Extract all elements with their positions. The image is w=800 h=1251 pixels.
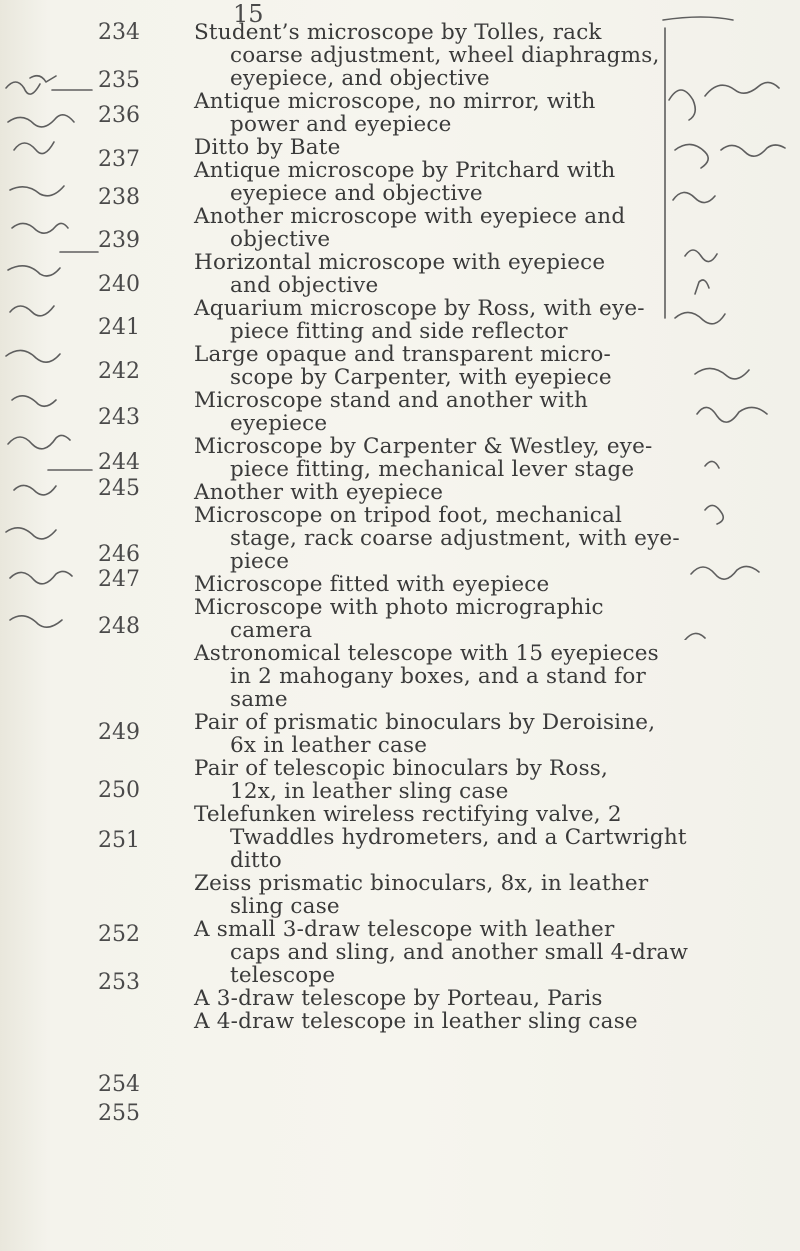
- entry-first-line: Aquarium microscope by Ross, with eye-: [194, 296, 645, 321]
- catalogue-entry: [194, 297, 644, 343]
- entry-continuation-line: and objective: [230, 273, 379, 298]
- catalogue-entry: [194, 90, 644, 136]
- catalogue-entry: [194, 481, 644, 504]
- entry-continuation-line: stage, rack coarse adjustment, with eye-: [230, 526, 680, 551]
- entry-first-line: A 4-draw telescope in leather sling case: [194, 1009, 638, 1034]
- entry-continuation-line: eyepiece: [230, 411, 328, 436]
- catalogue-entry: [194, 434, 653, 482]
- lot-number: 242: [98, 359, 140, 384]
- lot-number: 240: [98, 272, 140, 297]
- entry-continuation-line: piece: [230, 549, 290, 574]
- lot-number: 244: [98, 450, 140, 475]
- entry-first-line: Astronomical telescope with 15 eyepieces: [194, 641, 659, 666]
- entry-first-line: Microscope stand and another with: [194, 388, 588, 413]
- entry-continuation-line: in 2 mahogany boxes, and a stand for: [230, 664, 646, 689]
- catalogue-entry: [194, 205, 644, 251]
- catalogue-entry: [194, 596, 644, 642]
- catalogue-entry: [194, 917, 689, 988]
- lot-number: 253: [98, 970, 140, 995]
- lot-number: 241: [98, 315, 140, 340]
- lot-number: 238: [98, 185, 140, 210]
- catalogue-entry: [194, 641, 659, 712]
- entry-first-line: Pair of prismatic binoculars by Deroisine,: [194, 710, 656, 735]
- entry-first-line: Telefunken wireless rectifying valve, 2: [194, 802, 622, 827]
- entry-continuation-line: Twaddles hydrometers, and a Cartwright: [230, 825, 687, 850]
- entry-first-line: A small 3-draw telescope with leather: [194, 917, 615, 942]
- entry-first-line: Microscope on tripod foot, mechanical: [194, 503, 623, 528]
- entry-continuation-line: scope by Carpenter, with eyepiece: [230, 365, 612, 390]
- entry-continuation-line: sling case: [230, 894, 340, 919]
- catalogue-entry: [194, 710, 656, 758]
- lot-number: 246: [98, 542, 140, 567]
- entry-first-line: Antique microscope by Pritchard with: [194, 158, 616, 183]
- entry-continuation-line: piece fitting, mechanical lever stage: [230, 457, 635, 482]
- entry-continuation-line: eyepiece and objective: [230, 181, 483, 206]
- entry-first-line: Student’s microscope by Tolles, rack: [194, 20, 602, 45]
- catalogue-entry: [194, 343, 644, 389]
- lot-number: 247: [98, 567, 140, 592]
- page-number: 15: [233, 0, 264, 28]
- catalogue-entry: [194, 159, 644, 205]
- entry-first-line: Microscope with photo micrographic: [194, 595, 604, 620]
- catalogue-entry: [194, 20, 660, 91]
- entry-first-line: Zeiss prismatic binoculars, 8x, in leather: [194, 871, 649, 896]
- entry-continuation-line: objective: [230, 227, 331, 252]
- entry-first-line: Large opaque and transparent micro-: [194, 342, 611, 367]
- lot-number: 243: [98, 405, 140, 430]
- lot-number: 245: [98, 476, 140, 501]
- lot-number: 248: [98, 614, 140, 639]
- lot-number: 251: [98, 828, 140, 853]
- lot-number: 237: [98, 147, 140, 172]
- entry-continuation-line: camera: [230, 618, 313, 643]
- catalogue-entry: [194, 251, 644, 297]
- entry-first-line: Microscope fitted with eyepiece: [194, 572, 550, 597]
- catalogue-entry: [194, 573, 644, 596]
- entry-continuation-line: power and eyepiece: [230, 112, 452, 137]
- lot-number: 249: [98, 720, 140, 745]
- entry-first-line: Ditto by Bate: [194, 135, 341, 160]
- catalogue-entry: [194, 136, 644, 159]
- entry-first-line: Antique microscope, no mirror, with: [194, 89, 596, 114]
- catalogue-entry: [194, 503, 680, 574]
- entry-continuation-line: eyepiece, and objective: [230, 66, 490, 91]
- catalogue-entry: [194, 757, 644, 803]
- lot-number: 236: [98, 103, 140, 128]
- lot-number: 239: [98, 228, 140, 253]
- entry-continuation-line: same: [230, 687, 288, 712]
- entry-continuation-line: piece fitting and side reflector: [230, 319, 568, 344]
- entry-first-line: A 3-draw telescope by Porteau, Paris: [194, 986, 603, 1011]
- lot-number: 255: [98, 1101, 140, 1126]
- entry-continuation-line: ditto: [230, 848, 282, 873]
- entry-continuation-line: coarse adjustment, wheel diaphragms,: [230, 43, 660, 68]
- lot-number: 250: [98, 778, 140, 803]
- catalogue-entry: [194, 389, 644, 435]
- catalogue-entry: [194, 871, 649, 919]
- catalogue-entry: [194, 987, 644, 1010]
- entry-first-line: Microscope by Carpenter & Westley, eye-: [194, 434, 653, 459]
- lot-number-column: [0, 0, 150, 1251]
- catalogue-entry: [194, 1010, 644, 1033]
- lot-number: 234: [98, 20, 140, 45]
- entry-first-line: Another microscope with eyepiece and: [194, 204, 626, 229]
- entry-first-line: Pair of telescopic binoculars by Ross,: [194, 756, 609, 781]
- catalogue-entry: [194, 802, 687, 873]
- entry-continuation-line: 12x, in leather sling case: [230, 779, 509, 804]
- lot-number: 235: [98, 68, 140, 93]
- entry-continuation-line: telescope: [230, 963, 336, 988]
- lot-number: 254: [98, 1072, 140, 1097]
- lot-number: 252: [98, 922, 140, 947]
- entry-continuation-line: 6x in leather case: [230, 733, 428, 758]
- entry-continuation-line: caps and sling, and another small 4-draw: [230, 940, 689, 965]
- entry-first-line: Horizontal microscope with eyepiece: [194, 250, 606, 275]
- catalogue-entries: [194, 20, 689, 1034]
- entry-first-line: Another with eyepiece: [194, 480, 444, 505]
